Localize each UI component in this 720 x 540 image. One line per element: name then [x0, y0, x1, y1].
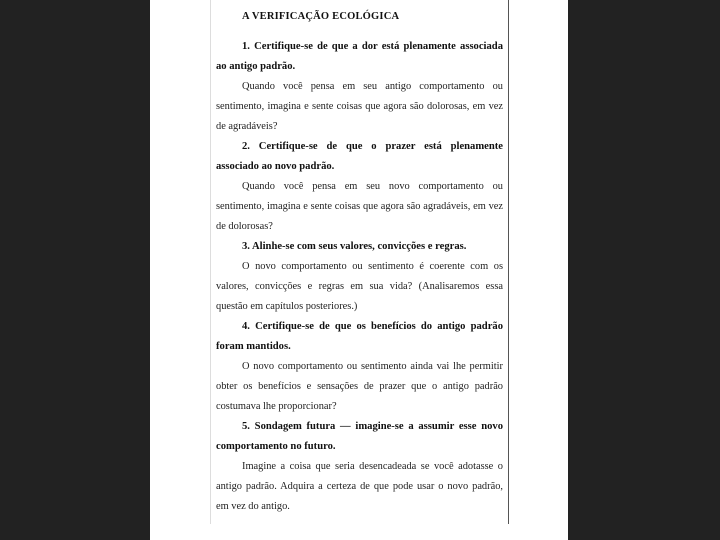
section-1-body: Quando você pensa em seu antigo comportamento ou sentimento, imagina e sente coisas que agora são dolorosas, em vez de agradáveis?	[216, 81, 503, 132]
section-3-body: O novo comportamento ou sentimento é coerente com os valores, convicções e regras em sua vida? (Analisaremos essa questão em capítulos posteriores.)	[216, 261, 503, 312]
section-4	[216, 317, 503, 417]
section-1-heading: 1. Certifique-se de que a dor está plenamente associada ao antigo padrão.	[216, 41, 503, 72]
section-5-heading: 5. Sondagem futura — imagine-se a assumir esse novo comportamento no futuro.	[216, 421, 503, 452]
page-left-margin-line	[210, 0, 211, 524]
section-5-body: Imagine a coisa que seria desencadeada se você adotasse o antigo padrão. Adquira a certeza de que pode usar o novo padrão, em vez do antigo.	[216, 461, 503, 512]
section-5	[216, 417, 503, 517]
section-2-body: Quando você pensa em seu novo comportamento ou sentimento, imagina e sente coisas que agora são agradáveis, em vez de dolorosas?	[216, 181, 503, 232]
section-2	[216, 137, 503, 237]
section-3-heading: 3. Alinhe-se com seus valores, convicções e regras.	[242, 241, 467, 252]
section-4-body: O novo comportamento ou sentimento ainda vai lhe permitir obter os benefícios e sensações de prazer que o antigo padrão costumava lhe proporcionar?	[216, 361, 503, 412]
page-right-edge	[508, 0, 509, 524]
section-1	[216, 37, 503, 137]
section-2-heading: 2. Certifique-se de que o prazer está plenamente associado ao novo padrão.	[216, 141, 503, 172]
section-4-heading: 4. Certifique-se de que os benefícios do antigo padrão foram mantidos.	[216, 321, 503, 352]
document-title: A VERIFICAÇÃO ECOLÓGICA	[242, 11, 400, 22]
page-content	[216, 9, 503, 517]
section-3	[216, 237, 503, 317]
